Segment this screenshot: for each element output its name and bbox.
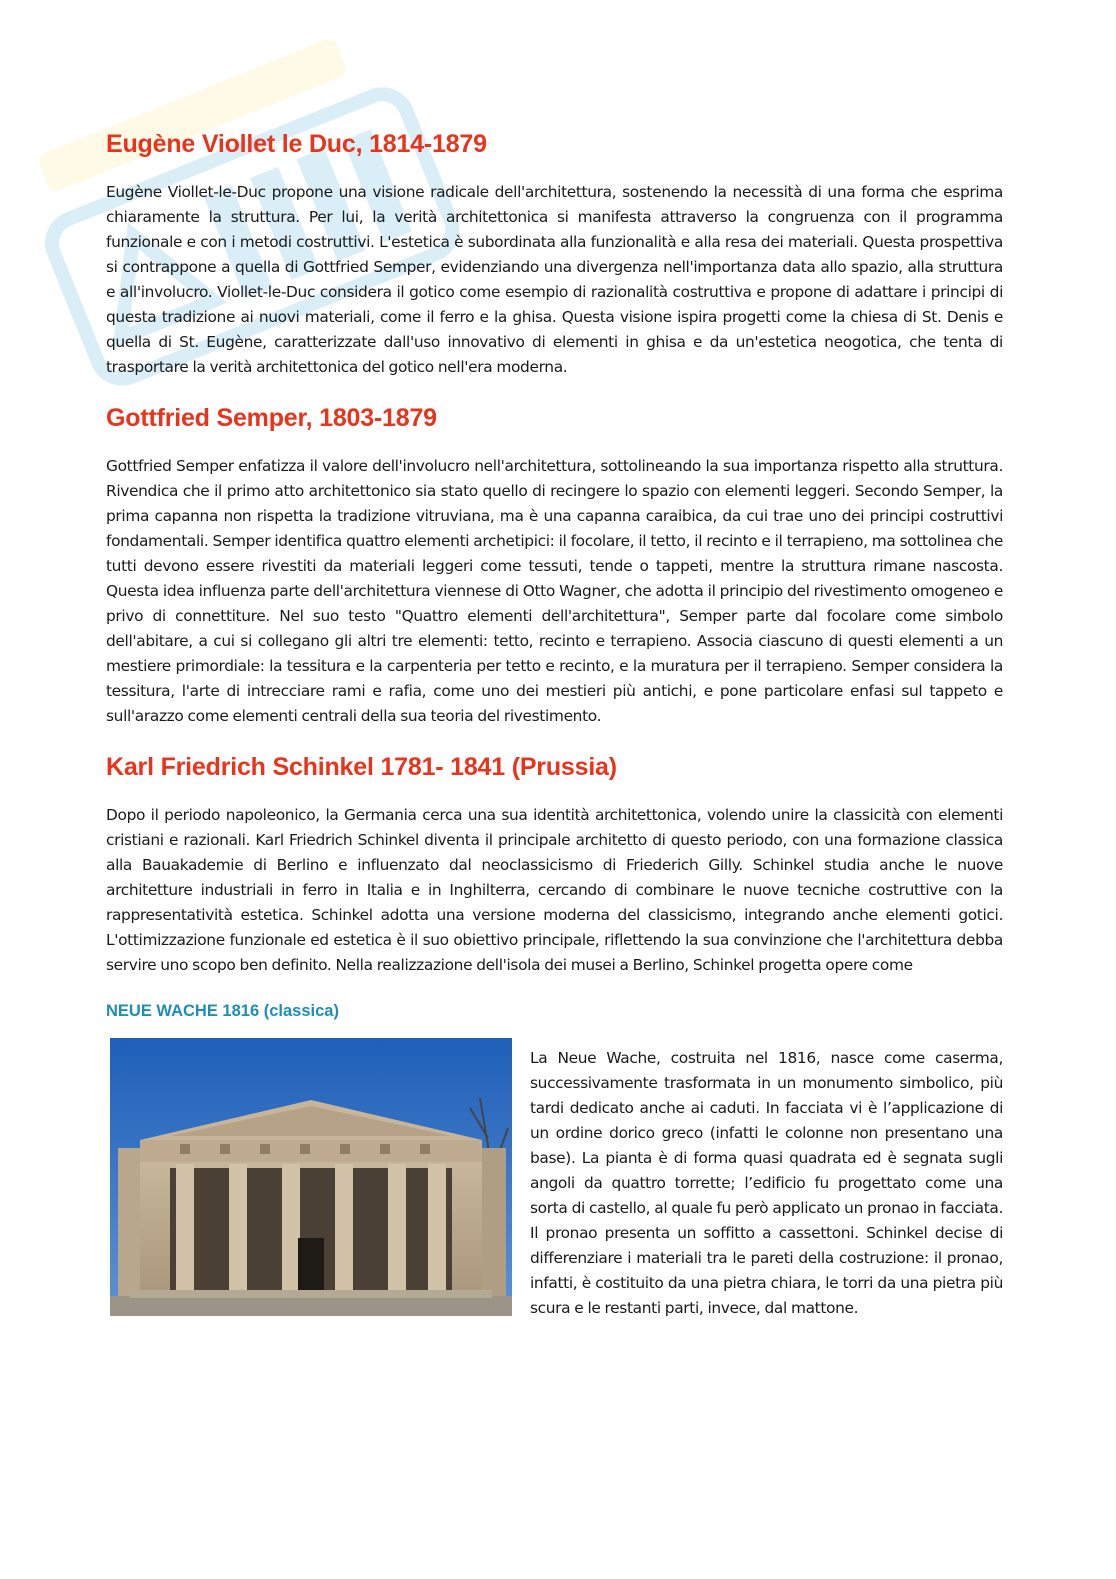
section-title-viollet: Eugène Viollet le Duc, 1814-1879	[106, 130, 487, 158]
section-title-schinkel: Karl Friedrich Schinkel 1781- 1841 (Prussia)	[106, 753, 617, 781]
subsection-title-neue-wache: NEUE WACHE 1816 (classica)	[106, 1002, 339, 1020]
neue-wache-photo	[110, 1038, 512, 1316]
neue-wache-block	[106, 1036, 1003, 1321]
section-text-viollet: Eugène Viollet-le-Duc propone una visione radicale dell'architettura, sostenendo la necessità di una forma che esprima chiaramente la struttura. Per lui, la verità architettonica si manifesta attraverso la congruenza con il programma funzionale e con i metodi costruttivi. L'estetica è subordinata alla funzionalità e alla resa dei materiali. Questa prospettiva si contrappone a quella di Gottfried Semper, evidenziando una divergenza nell'importanza data allo spazio, alla struttura e all'involucro. Viollet-le-Duc considera il gotico come esempio di razionalità costruttiva e propone di adattare i principi di questa tradizione ai nuovi materiali, come il ferro e la ghisa. Questa visione ispira progetti come la chiesa di St. Denis e quella di St. Eugène, caratterizzate dall'uso innovativo di elementi in ghisa e da un'estetica neogotica, che tenta di trasportare la verità architettonica del gotico nell'era moderna.	[106, 183, 1003, 376]
section-title-semper: Gottfried Semper, 1803-1879	[106, 404, 437, 432]
section-text-schinkel: Dopo il periodo napoleonico, la Germania cerca una sua identità architettonica, volendo unire la classicità con elementi cristiani e razionali. Karl Friedrich Schinkel diventa il principale architetto di questo periodo, con una formazione classica alla Bauakademie di Berlino e influenzato dal neoclassicismo di Friederich Gilly. Schinkel studia anche le nuove architetture industriali in ferro in Italia e in Inghilterra, cercando di combinare le nuove tecniche costruttive con la rappresentatività estetica. Schinkel adotta una versione moderna del classicismo, integrando anche elementi gotici. L'ottimizzazione funzionale ed estetica è il suo obiettivo principale, riflettendo la sua convinzione che l'architettura debba servire uno scopo ben definito. Nella realizzazione dell'isola dei musei a Berlino, Schinkel progetta opere come	[106, 806, 1003, 974]
document-page	[106, 128, 1003, 1322]
subsection-text-neue-wache: La Neue Wache, costruita nel 1816, nasce come caserma, successivamente trasformata in un monumento simbolico, più tardi dedicato anche ai caduti. In facciata vi è l’applicazione di un ordine dorico greco (infatti le colonne non presentano una base). La pianta è di forma quasi quadrata ed è segnata sugli angoli da quattro torrette; l’edificio fu progettato come una sorta di castello, al quale fu però applicato un pronao in facciata. Il pronao presenta un soffitto a cassettoni. Schinkel decise di differenziare i materiali tra le pareti della costruzione: il pronao, infatti, è costituito da una pietra chiara, le torri da una pietra più scura e le restanti parti, invece, dal mattone.	[530, 1049, 1003, 1317]
section-text-semper: Gottfried Semper enfatizza il valore dell'involucro nell'architettura, sottolineando la sua importanza rispetto alla struttura. Rivendica che il primo atto architettonico sia stato quello di recingere lo spazio con elementi leggeri. Secondo Semper, la prima capanna non rispetta la tradizione vitruviana, ma è una capanna caraibica, da cui trae uno dei principi costruttivi fondamentali. Semper identifica quattro elementi archetipici: il focolare, il tetto, il recinto e il terrapieno, ma sottolinea che tutti devono essere rivestiti da materiali leggeri come tessuti, tende o tappeti, mentre la struttura rimane nascosta. Questa idea influenza parte dell'architettura viennese di Otto Wagner, che adotta il principio del rivestimento omogeneo e privo di connettiture. Nel suo testo "Quattro elementi dell'architettura", Semper parte dal focolare come simbolo dell'abitare, a cui si collegano gli altri tre elementi: tetto, recinto e terrapieno. Associa ciascuno di questi elementi a un mestiere primordiale: la tessitura e la carpenteria per tetto e recinto, e la muratura per il terrapieno. Semper considera la tessitura, l'arte di intrecciare rami e rafia, come uno dei mestieri più antichi, e pone particolare enfasi sul tappeto e sull'arazzo come elementi centrali della sua teoria del rivestimento.	[106, 457, 1003, 725]
